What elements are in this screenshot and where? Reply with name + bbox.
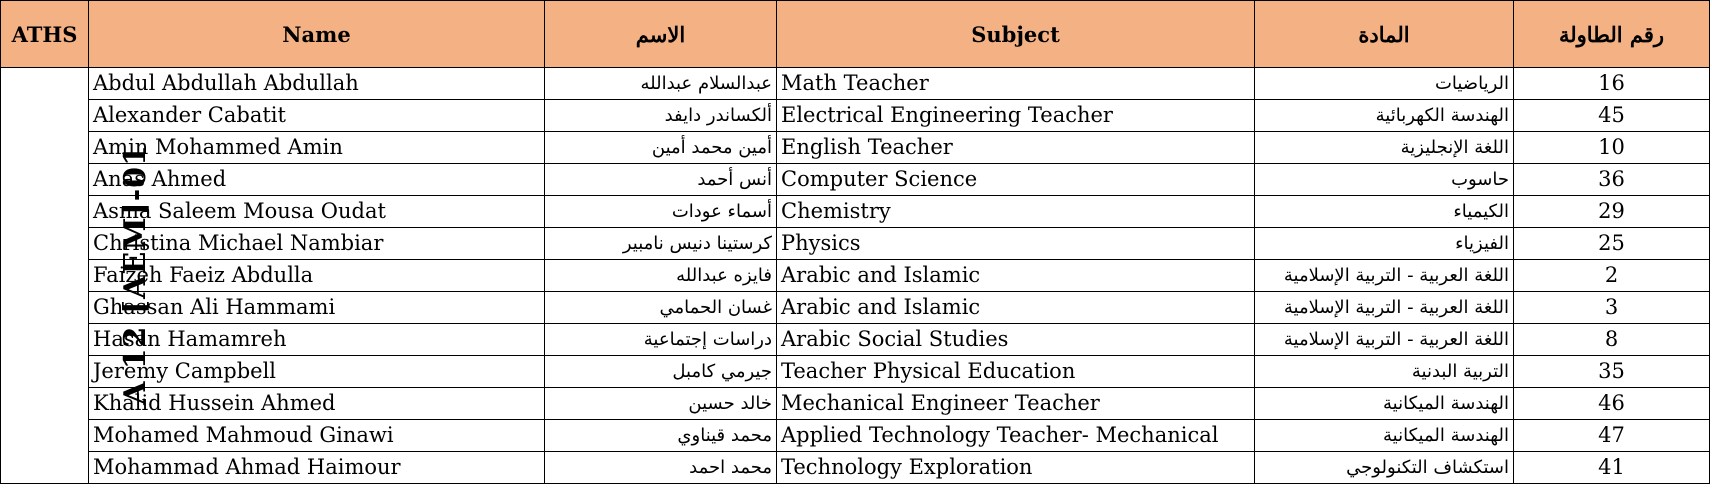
subject-en-cell: Computer Science bbox=[777, 164, 1255, 196]
subject-en-cell: Mechanical Engineer Teacher bbox=[777, 388, 1255, 420]
name-ar-cell: فايزه عبدالله bbox=[545, 260, 777, 292]
subject-ar-cell: الهندسة الميكانية bbox=[1255, 420, 1514, 452]
name-ar-cell: خالد حسين bbox=[545, 388, 777, 420]
table-row bbox=[1, 260, 1710, 292]
name-en-cell: Jeremy Campbell bbox=[89, 356, 545, 388]
header-aths: ATHS bbox=[1, 1, 89, 68]
table-number-cell: 8 bbox=[1514, 324, 1710, 356]
name-ar-cell: دراسات إجتماعية bbox=[545, 324, 777, 356]
subject-ar-cell: اللغة العربية - التربية الإسلامية bbox=[1255, 260, 1514, 292]
name-en-cell: Mohammad Ahmad Haimour bbox=[89, 452, 545, 484]
subject-ar-cell: التربية البدنية bbox=[1255, 356, 1514, 388]
name-en-cell: Abdul Abdullah Abdullah bbox=[89, 68, 545, 100]
name-ar-cell: ألكساندر دايفد bbox=[545, 100, 777, 132]
name-en-cell: Anas Ahmed bbox=[89, 164, 545, 196]
table-number-cell: 25 bbox=[1514, 228, 1710, 260]
header-name-ar: الاسم bbox=[545, 1, 777, 68]
table-number-cell: 35 bbox=[1514, 356, 1710, 388]
subject-en-cell: Applied Technology Teacher- Mechanical bbox=[777, 420, 1255, 452]
subject-ar-cell: الهندسة الميكانية bbox=[1255, 388, 1514, 420]
subject-ar-cell: اللغة العربية - التربية الإسلامية bbox=[1255, 292, 1514, 324]
table-number-cell: 45 bbox=[1514, 100, 1710, 132]
table-row bbox=[1, 420, 1710, 452]
table-number-cell: 3 bbox=[1514, 292, 1710, 324]
subject-ar-cell: حاسوب bbox=[1255, 164, 1514, 196]
subject-en-cell: Chemistry bbox=[777, 196, 1255, 228]
table-number-cell: 36 bbox=[1514, 164, 1710, 196]
table-number-cell: 46 bbox=[1514, 388, 1710, 420]
name-ar-cell: محمد قيناوي bbox=[545, 420, 777, 452]
table-row bbox=[1, 292, 1710, 324]
subject-en-cell: Teacher Physical Education bbox=[777, 356, 1255, 388]
name-en-cell: Amin Mohammed Amin bbox=[89, 132, 545, 164]
subject-en-cell: Electrical Engineering Teacher bbox=[777, 100, 1255, 132]
table-row bbox=[1, 100, 1710, 132]
table-number-cell: 16 bbox=[1514, 68, 1710, 100]
name-en-cell: Ghassan Ali Hammami bbox=[89, 292, 545, 324]
subject-ar-cell: الكيمياء bbox=[1255, 196, 1514, 228]
subject-ar-cell: استكشاف التكنولوجي bbox=[1255, 452, 1514, 484]
subject-ar-cell: اللغة الإنجليزية bbox=[1255, 132, 1514, 164]
subject-ar-cell: اللغة العربية - التربية الإسلامية bbox=[1255, 324, 1514, 356]
name-ar-cell: غسان الحمامي bbox=[545, 292, 777, 324]
subject-en-cell: Arabic and Islamic bbox=[777, 260, 1255, 292]
subject-ar-cell: الفيزياء bbox=[1255, 228, 1514, 260]
name-ar-cell: كرستينا دنيس نامبير bbox=[545, 228, 777, 260]
group-label: A 12 [AEM]-01 bbox=[117, 143, 153, 405]
name-en-cell: Asma Saleem Mousa Oudat bbox=[89, 196, 545, 228]
name-ar-cell: أسماء عودات bbox=[545, 196, 777, 228]
name-en-cell: Mohamed Mahmoud Ginawi bbox=[89, 420, 545, 452]
name-en-cell: Faizeh Faeiz Abdulla bbox=[89, 260, 545, 292]
table-row bbox=[1, 388, 1710, 420]
subject-en-cell: Physics bbox=[777, 228, 1255, 260]
name-ar-cell: أمين محمد أمين bbox=[545, 132, 777, 164]
header-subject-en: Subject bbox=[777, 1, 1255, 68]
subject-en-cell: Arabic and Islamic bbox=[777, 292, 1255, 324]
header-row bbox=[1, 1, 1710, 68]
table-row bbox=[1, 132, 1710, 164]
table-row bbox=[1, 356, 1710, 388]
table-row bbox=[1, 196, 1710, 228]
table-row bbox=[1, 228, 1710, 260]
subject-en-cell: Arabic Social Studies bbox=[777, 324, 1255, 356]
table-number-cell: 47 bbox=[1514, 420, 1710, 452]
table-number-cell: 41 bbox=[1514, 452, 1710, 484]
table-row bbox=[1, 68, 1710, 100]
subject-ar-cell: الهندسة الكهربائية bbox=[1255, 100, 1514, 132]
name-en-cell: Christina Michael Nambiar bbox=[89, 228, 545, 260]
header-name-en: Name bbox=[89, 1, 545, 68]
table-number-cell: 29 bbox=[1514, 196, 1710, 228]
name-ar-cell: أنس أحمد bbox=[545, 164, 777, 196]
name-ar-cell: عبدالسلام عبدالله bbox=[545, 68, 777, 100]
table-row bbox=[1, 324, 1710, 356]
table-number-cell: 2 bbox=[1514, 260, 1710, 292]
subject-en-cell: Technology Exploration bbox=[777, 452, 1255, 484]
header-table-number: رقم الطاولة bbox=[1514, 1, 1710, 68]
subject-en-cell: English Teacher bbox=[777, 132, 1255, 164]
name-ar-cell: محمد احمد bbox=[545, 452, 777, 484]
name-en-cell: Hasan Hamamreh bbox=[89, 324, 545, 356]
name-en-cell: Khalid Hussein Ahmed bbox=[89, 388, 545, 420]
subject-ar-cell: الرياضيات bbox=[1255, 68, 1514, 100]
name-ar-cell: جيرمي كامبل bbox=[545, 356, 777, 388]
roster-body bbox=[1, 68, 1710, 484]
table-row bbox=[1, 164, 1710, 196]
name-en-cell: Alexander Cabatit bbox=[89, 100, 545, 132]
header-subject-ar: المادة bbox=[1255, 1, 1514, 68]
table-row bbox=[1, 452, 1710, 484]
table-number-cell: 10 bbox=[1514, 132, 1710, 164]
group-label-cell bbox=[1, 68, 153, 484]
subject-en-cell: Math Teacher bbox=[777, 68, 1255, 100]
